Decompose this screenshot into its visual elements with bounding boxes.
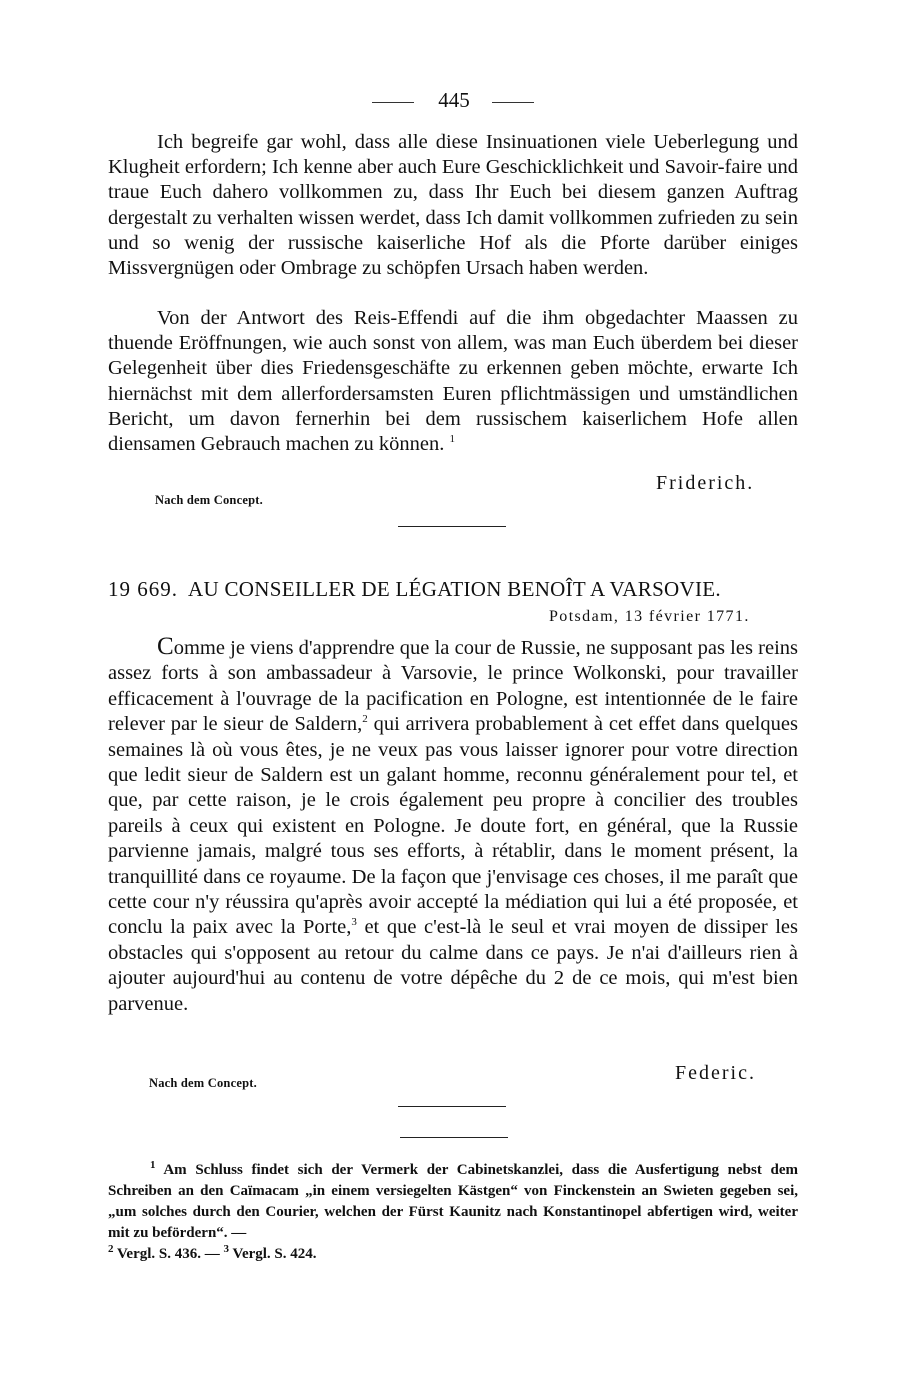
footnote-ref-1[interactable]: 1: [449, 433, 456, 446]
header-rule-left: [372, 102, 414, 103]
footnote-ref-3[interactable]: 3: [351, 916, 357, 929]
document-title: AU CONSEILLER DE LÉGATION BENOÎT A VARSOVIE.: [188, 577, 721, 601]
page-header: [108, 88, 798, 116]
letter-body-part-c: et que c'est-là le seul et vrai moyen de dissiper les obstacles qui s'opposent au retour du calme dans ce pays. Je n'ai d'ailleurs rien à ajouter aujourd'hui au contenu de votre dépêche du 2 de ce mois, qui m'est bien parvenue.: [108, 916, 798, 1015]
section-separator-2: [398, 1106, 506, 1107]
header-rule-right: [492, 102, 534, 103]
paragraph-2-text: Von der Antwort des Reis-Effendi auf die ihm obgedachter Maassen zu thuende Eröffnungen, wie auch sonst von allem, was man Euch überdem bei dieser Gelegenheit über dies Friedensgeschäfte zu erkennen geben möchte, erwarte Ich hiernächst mit dem allerfordersamsten Euren pflichtmässigen und umständlichen Bericht, um davon fernerhin bei dem russischem kaiserlichem Hofe allen diensamen Gebrauch machen zu können.: [108, 307, 798, 456]
source-note-2: Nach dem Concept.: [149, 1076, 257, 1090]
footnote-separator: [400, 1137, 508, 1138]
paragraph-1: Ich begreife gar wohl, dass alle diese Insinuationen viele Ueberlegung und Klugheit erfordern; Ich kenne aber auch Eure Geschicklichkeit und Savoir-faire und traue Euch dahero vollkommen zu, dass Ihr Euch bei diesem ganzen Auftrag dergestalt zu verhalten wissen werdet, dass Ich damit vollkommen zufrieden zu sein und so wenig der russische kaiserliche Hof als die Pforte darüber einiges Missvergnügen oder Ombrage zu schöpfen Ursach haben werden.: [108, 131, 798, 280]
footnote-mark-1: 1: [150, 1159, 156, 1171]
source-note-1: Nach dem Concept.: [155, 493, 263, 507]
footnote-mark-3: 3: [223, 1243, 230, 1255]
footnote-3-text: Vergl. S. 424.: [229, 1246, 317, 1262]
signature-federic: Federic.: [675, 1062, 756, 1084]
section-separator: [398, 526, 506, 527]
footnote-ref-2[interactable]: 2: [362, 713, 368, 726]
letter-body-part-b: qui arrivera probablement à cet effet dans quelques semaines là où vous êtes, je ne veux pas vous laisser ignorer pour votre direction que ledit sieur de Saldern est un galant homme, reconnu généralement pour tel, et que, par cette raison, je le crois également peu propre à concilier des troubles pareils à ceux qui existent en Pologne. Je doute fort, en général, que la Russie parvienne jamais, malgré tous ses efforts, à rétablir, dans le moment présent, la tranquillité dans ce royaume. De la façon que j'envisage ces choses, il me paraît que cette cour n'y réussira qu'après avoir accepté la médiation qui lui a été proposée, et conclu la paix avec la Porte,: [108, 713, 799, 939]
document-number: 19 669.: [108, 577, 178, 601]
document-page: [108, 0, 798, 1392]
paragraph-2: [108, 306, 798, 457]
signature-friderich: Friderich.: [656, 472, 755, 494]
footnote-2-text: Vergl. S. 436. —: [113, 1246, 224, 1262]
letter-body: [108, 634, 798, 1017]
dateline: Potsdam, 13 février 1771.: [549, 608, 750, 625]
page-number: 445: [438, 88, 470, 112]
letter-body-part-a: omme je viens d'apprendre que la cour de Russie, ne supposant pas les reins assez forts à son ambassadeur à Varsovie, le prince Wolkonski, pour travailler efficacement à l'ouvrage de la pacification en Pologne, est intentionnée de le faire relever par le sieur de Saldern,: [108, 637, 798, 736]
dropcap-letter: C: [157, 633, 174, 660]
footnotes: [108, 1160, 798, 1265]
footnote-1-text: Am Schluss findet sich der Vermerk der Cabinetskanzlei, dass die Ausfertigung nebst dem Schreiben an den Caïmacam „in einem versiegelten Kästgen“ von Finckenstein an Swieten gegeben sei, „um solches durch den Courier, welchen der Fürst Kaunitz nach Konstantinopel abfertigen wird, weiter mit zu befördern“. —: [108, 1162, 798, 1241]
footnote-mark-2: 2: [108, 1243, 114, 1255]
document-heading: [108, 577, 808, 602]
